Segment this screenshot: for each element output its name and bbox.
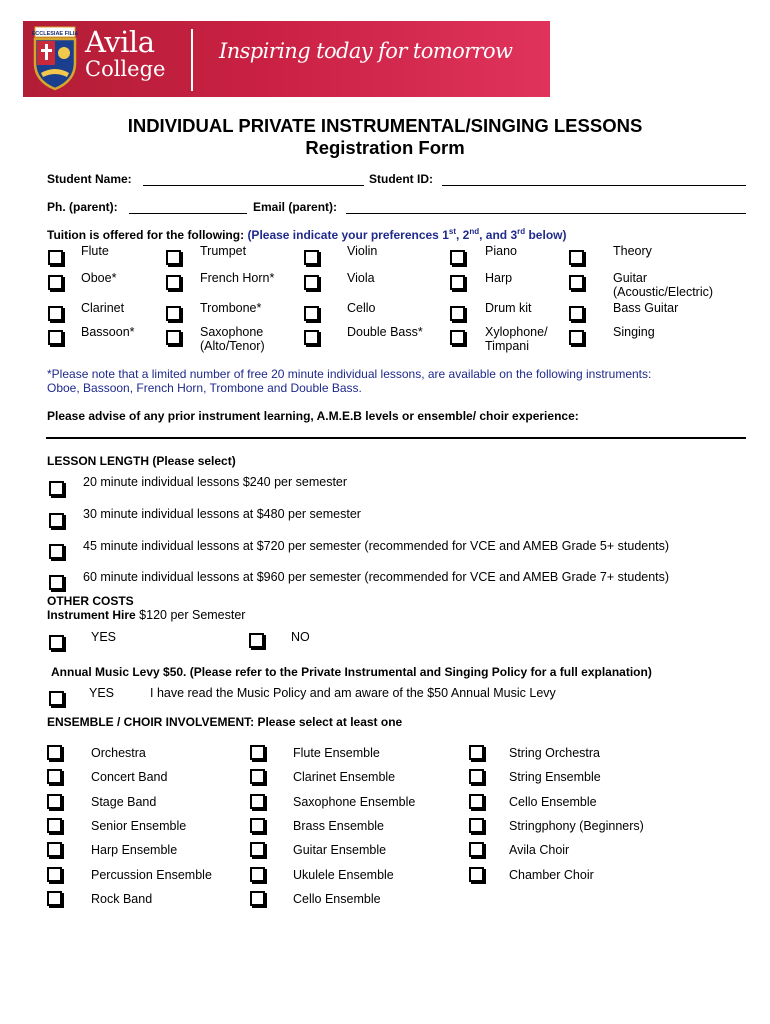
ensemble-label: Stage Band bbox=[91, 794, 157, 809]
instrument-name: Flute bbox=[81, 244, 109, 258]
ensemble-label: Chamber Choir bbox=[509, 867, 594, 882]
instrument-name: Guitar bbox=[613, 271, 648, 285]
instrument-name-detail: (Acoustic/Electric) bbox=[613, 285, 714, 299]
instrument-checkbox[interactable] bbox=[166, 306, 181, 321]
ensemble-checkbox[interactable] bbox=[469, 745, 484, 760]
ensemble-label: Flute Ensemble bbox=[293, 746, 380, 760]
lesson-60-label: 60 minute individual lessons at $960 per semester (recommended for VCE and AMEB Grade 7+ students) bbox=[83, 570, 670, 584]
instrument-name: Harp bbox=[485, 271, 513, 285]
email-label: Email (parent): bbox=[253, 200, 338, 214]
instrument-name: Drum kit bbox=[485, 301, 532, 315]
instrument-name: Trumpet bbox=[200, 244, 247, 258]
instrument-label bbox=[485, 301, 532, 315]
instrument-name: Cello bbox=[347, 301, 376, 315]
prior-experience-label: Please advise of any prior instrument learning, A.M.E.B levels or ensemble/ choir experience: bbox=[47, 409, 579, 423]
instrument-checkbox[interactable] bbox=[304, 330, 319, 345]
instrument-name: Xylophone/ bbox=[485, 325, 548, 339]
hire-no-label: NO bbox=[291, 630, 310, 644]
student-name-field[interactable] bbox=[143, 185, 364, 186]
ensemble-checkbox[interactable] bbox=[47, 842, 62, 857]
hire-no-checkbox[interactable] bbox=[249, 633, 264, 648]
ensemble-label: Cello Ensemble bbox=[509, 794, 597, 809]
instrument-label bbox=[81, 271, 116, 285]
instrument-label bbox=[485, 325, 548, 353]
instrument-label bbox=[200, 301, 261, 315]
instrument-label bbox=[347, 301, 376, 315]
ensemble-checkbox[interactable] bbox=[469, 794, 484, 809]
ensemble-checkbox[interactable] bbox=[47, 818, 62, 833]
ensemble-label: Stringphony (Beginners) bbox=[509, 818, 644, 833]
header-banner bbox=[23, 21, 550, 97]
instrument-checkbox[interactable] bbox=[450, 306, 465, 321]
instrument-name: Bass Guitar bbox=[613, 301, 679, 315]
instrument-hire-text: Instrument Hire $120 per Semester bbox=[47, 608, 246, 622]
ensemble-heading: ENSEMBLE / CHOIR INVOLVEMENT: Please select at least one bbox=[47, 715, 403, 729]
instrument-name: Bassoon* bbox=[81, 325, 135, 339]
instrument-checkbox[interactable] bbox=[166, 330, 181, 345]
lesson-60-checkbox[interactable] bbox=[49, 575, 64, 590]
ensemble-label: Orchestra bbox=[91, 746, 146, 760]
lesson-30-label: 30 minute individual lessons at $480 per semester bbox=[83, 507, 361, 521]
free-lessons-note-line1: *Please note that a limited number of free 20 minute individual lessons, are available on the following instruments: bbox=[47, 367, 652, 381]
lesson-length-heading: LESSON LENGTH (Please select) bbox=[47, 454, 236, 468]
lesson-45-label: 45 minute individual lessons at $720 per semester (recommended for VCE and AMEB Grade 5+ students) bbox=[83, 539, 670, 553]
ensemble-checkbox[interactable] bbox=[250, 891, 265, 906]
instrument-label bbox=[200, 271, 274, 285]
email-field[interactable] bbox=[346, 213, 746, 214]
ensemble-checkbox[interactable] bbox=[47, 794, 62, 809]
instrument-checkbox[interactable] bbox=[166, 275, 181, 290]
ensemble-checkbox[interactable] bbox=[469, 867, 484, 882]
ensemble-checkbox[interactable] bbox=[250, 769, 265, 784]
levy-yes-label: YES bbox=[89, 686, 115, 700]
ensemble-label: Guitar Ensemble bbox=[293, 843, 387, 858]
tagline: Inspiring today for tomorrow bbox=[219, 39, 513, 63]
lesson-45-checkbox[interactable] bbox=[49, 544, 64, 559]
ensemble-label: String Orchestra bbox=[509, 746, 601, 760]
ensemble-label: Senior Ensemble bbox=[91, 818, 187, 833]
ensemble-checkbox[interactable] bbox=[47, 867, 62, 882]
instrument-checkbox[interactable] bbox=[450, 250, 465, 265]
phone-label: Ph. (parent): bbox=[47, 200, 118, 214]
music-levy-heading: Annual Music Levy $50. (Please refer to the Private Instrumental and Singing Policy for a full explanation) bbox=[51, 665, 652, 679]
instrument-checkbox[interactable] bbox=[450, 330, 465, 345]
tuition-preferences: (Please indicate your preferences 1st, 2nd, and 3rd below) bbox=[247, 227, 567, 242]
instrument-checkbox[interactable] bbox=[569, 275, 584, 290]
phone-field[interactable] bbox=[129, 213, 247, 214]
ensemble-checkbox[interactable] bbox=[250, 842, 265, 857]
ensemble-label: Cello Ensemble bbox=[293, 891, 381, 906]
instrument-checkbox[interactable] bbox=[48, 330, 63, 345]
instrument-checkbox[interactable] bbox=[304, 250, 319, 265]
ensemble-label: Clarinet Ensemble bbox=[293, 770, 396, 785]
instrument-checkbox[interactable] bbox=[450, 275, 465, 290]
instrument-label bbox=[81, 301, 124, 315]
instrument-label bbox=[81, 325, 135, 339]
instrument-label bbox=[613, 271, 713, 299]
hire-yes-label: YES bbox=[91, 630, 117, 644]
instrument-label bbox=[200, 325, 265, 353]
instrument-name: Clarinet bbox=[81, 301, 125, 315]
form-title: INDIVIDUAL PRIVATE INSTRUMENTAL/SINGING LESSONS bbox=[127, 115, 643, 136]
ensemble-label: Ukulele Ensemble bbox=[293, 867, 394, 882]
ensemble-checkbox[interactable] bbox=[250, 745, 265, 760]
ensemble-label: Rock Band bbox=[91, 891, 153, 906]
instrument-checkbox[interactable] bbox=[166, 250, 181, 265]
instrument-checkbox[interactable] bbox=[48, 250, 63, 265]
banner-divider bbox=[191, 29, 193, 91]
prior-experience-field[interactable] bbox=[46, 437, 746, 439]
instrument-checkbox[interactable] bbox=[569, 306, 584, 321]
tuition-heading bbox=[47, 227, 566, 242]
svg-text:ECCLESIAE FILIA: ECCLESIAE FILIA bbox=[31, 31, 79, 37]
instrument-label bbox=[613, 325, 655, 339]
instrument-name: Oboe* bbox=[81, 271, 117, 285]
instrument-name: Theory bbox=[613, 244, 652, 258]
instrument-checkbox[interactable] bbox=[569, 330, 584, 345]
lesson-20-label: 20 minute individual lessons $240 per semester bbox=[83, 475, 348, 489]
other-costs-heading: OTHER COSTS bbox=[47, 594, 134, 608]
instrument-name: Violin bbox=[347, 244, 378, 258]
instrument-name-detail: Timpani bbox=[485, 339, 529, 353]
ensemble-label: Brass Ensemble bbox=[293, 818, 385, 833]
instrument-label bbox=[81, 244, 109, 258]
instrument-checkbox[interactable] bbox=[304, 306, 319, 321]
ensemble-checkbox[interactable] bbox=[469, 818, 484, 833]
lesson-30-checkbox[interactable] bbox=[49, 513, 64, 528]
ensemble-checkbox[interactable] bbox=[47, 891, 62, 906]
ensemble-label: Saxophone Ensemble bbox=[293, 794, 416, 809]
ensemble-label: Concert Band bbox=[91, 770, 168, 785]
tuition-label: Tuition is offered for the following: bbox=[47, 228, 245, 242]
ensemble-checkbox[interactable] bbox=[469, 769, 484, 784]
instrument-label bbox=[347, 244, 377, 258]
ensemble-label: Avila Choir bbox=[509, 843, 570, 858]
student-name-label: Student Name: bbox=[47, 172, 132, 186]
instrument-name: Singing bbox=[613, 325, 655, 339]
instrument-checkbox[interactable] bbox=[48, 275, 63, 290]
instrument-label bbox=[613, 301, 678, 315]
instrument-label bbox=[613, 244, 652, 258]
brand-name-line2: College bbox=[85, 57, 166, 81]
ensemble-checkbox[interactable] bbox=[250, 818, 265, 833]
instrument-checkbox[interactable] bbox=[569, 250, 584, 265]
lesson-20-checkbox[interactable] bbox=[49, 481, 64, 496]
instrument-name: Trombone* bbox=[200, 301, 262, 315]
instrument-label bbox=[200, 244, 246, 258]
free-lessons-note-line2: Oboe, Bassoon, French Horn, Trombone and Double Bass. bbox=[47, 381, 362, 395]
form-subtitle: Registration Form bbox=[305, 137, 465, 158]
instrument-checkbox[interactable] bbox=[304, 275, 319, 290]
ensemble-checkbox[interactable] bbox=[47, 745, 62, 760]
instrument-label bbox=[347, 325, 423, 339]
college-crest-icon bbox=[31, 25, 79, 91]
levy-yes-checkbox[interactable] bbox=[49, 691, 64, 706]
ensemble-label: String Ensemble bbox=[509, 770, 601, 785]
ensemble-checkbox[interactable] bbox=[469, 842, 484, 857]
instrument-name: Piano bbox=[485, 244, 517, 258]
ensemble-checkbox[interactable] bbox=[250, 867, 265, 882]
instrument-name: Double Bass* bbox=[347, 325, 423, 339]
ensemble-label: Percussion Ensemble bbox=[91, 867, 212, 882]
student-id-label: Student ID: bbox=[369, 172, 433, 186]
instrument-checkbox[interactable] bbox=[48, 306, 63, 321]
instrument-label bbox=[347, 271, 375, 285]
instrument-name: Saxophone bbox=[200, 325, 264, 339]
instrument-label bbox=[485, 244, 517, 258]
ensemble-checkbox[interactable] bbox=[250, 794, 265, 809]
instrument-name-detail: (Alto/Tenor) bbox=[200, 339, 265, 353]
ensemble-checkbox[interactable] bbox=[47, 769, 62, 784]
brand-name-line1: Avila bbox=[85, 25, 155, 59]
hire-yes-checkbox[interactable] bbox=[49, 635, 64, 650]
instrument-name: Viola bbox=[347, 271, 375, 285]
ensemble-label: Harp Ensemble bbox=[91, 843, 178, 858]
instrument-label bbox=[485, 271, 512, 285]
levy-statement: I have read the Music Policy and am aware of the $50 Annual Music Levy bbox=[150, 686, 556, 700]
instrument-name: French Horn* bbox=[200, 271, 275, 285]
student-id-field[interactable] bbox=[442, 185, 746, 186]
